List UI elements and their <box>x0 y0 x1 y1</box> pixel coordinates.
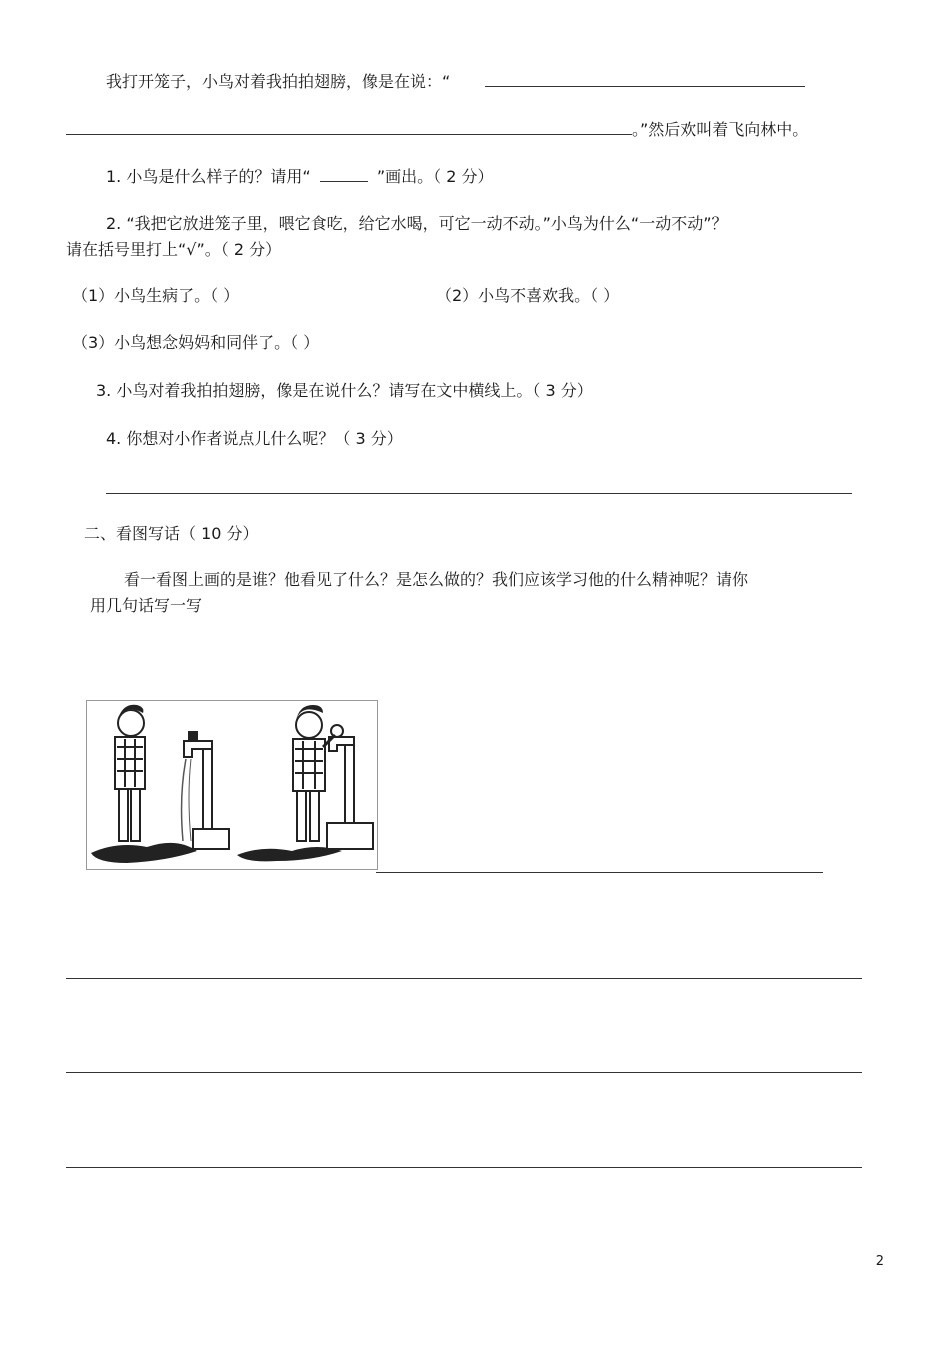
passage-text: 我打开笼子，小鸟对着我拍拍翅膀，像是在说：“ <box>106 72 451 91</box>
option-3[interactable]: （3）小鸟想念妈妈和同伴了。（ ） <box>72 333 320 352</box>
question-2-line-1: 2. “我把它放进笼子里，喂它食吃，给它水喝，可它一动不动。”小鸟为什么“一动不动”？ <box>106 214 728 233</box>
option-2[interactable]: （2）小鸟不喜欢我。（ ） <box>436 286 620 305</box>
option-1[interactable]: （1）小鸟生病了。（ ） <box>72 286 240 305</box>
answer-line[interactable] <box>106 493 852 494</box>
question-3: 3. 小鸟对着我拍拍翅膀，像是在说什么？请写在文中横线上。（ 3 分） <box>96 381 593 400</box>
answer-line[interactable] <box>66 978 862 979</box>
passage-text: 。”然后欢叫着飞向林中。 <box>632 120 809 139</box>
boy-at-faucet-illustration <box>86 700 378 870</box>
section-2-heading: 二、看图写话（ 10 分） <box>84 524 259 543</box>
question-1 <box>106 167 494 187</box>
passage-line-1 <box>106 72 805 92</box>
question-4: 4. 你想对小作者说点儿什么呢？（ 3 分） <box>106 429 403 448</box>
question-2-line-2: 请在括号里打上“√”。（ 2 分） <box>66 240 282 259</box>
page-number: 2 <box>875 1254 884 1269</box>
section-2-prompt-line-2: 用几句话写一写 <box>90 596 203 615</box>
answer-line[interactable] <box>376 872 823 873</box>
section-2-prompt-line-1: 看一看图上画的是谁？他看见了什么？是怎么做的？我们应该学习他的什么精神呢？请你 <box>124 570 749 589</box>
question-text: 1. 小鸟是什么样子的？请用“ <box>106 167 311 186</box>
passage-line-2 <box>66 120 808 140</box>
answer-blank[interactable] <box>485 72 805 87</box>
answer-blank[interactable] <box>66 120 632 135</box>
answer-line[interactable] <box>66 1167 862 1168</box>
answer-line[interactable] <box>66 1072 862 1073</box>
question-text: ”画出。（ 2 分） <box>376 167 494 186</box>
underline-sample <box>320 167 368 182</box>
